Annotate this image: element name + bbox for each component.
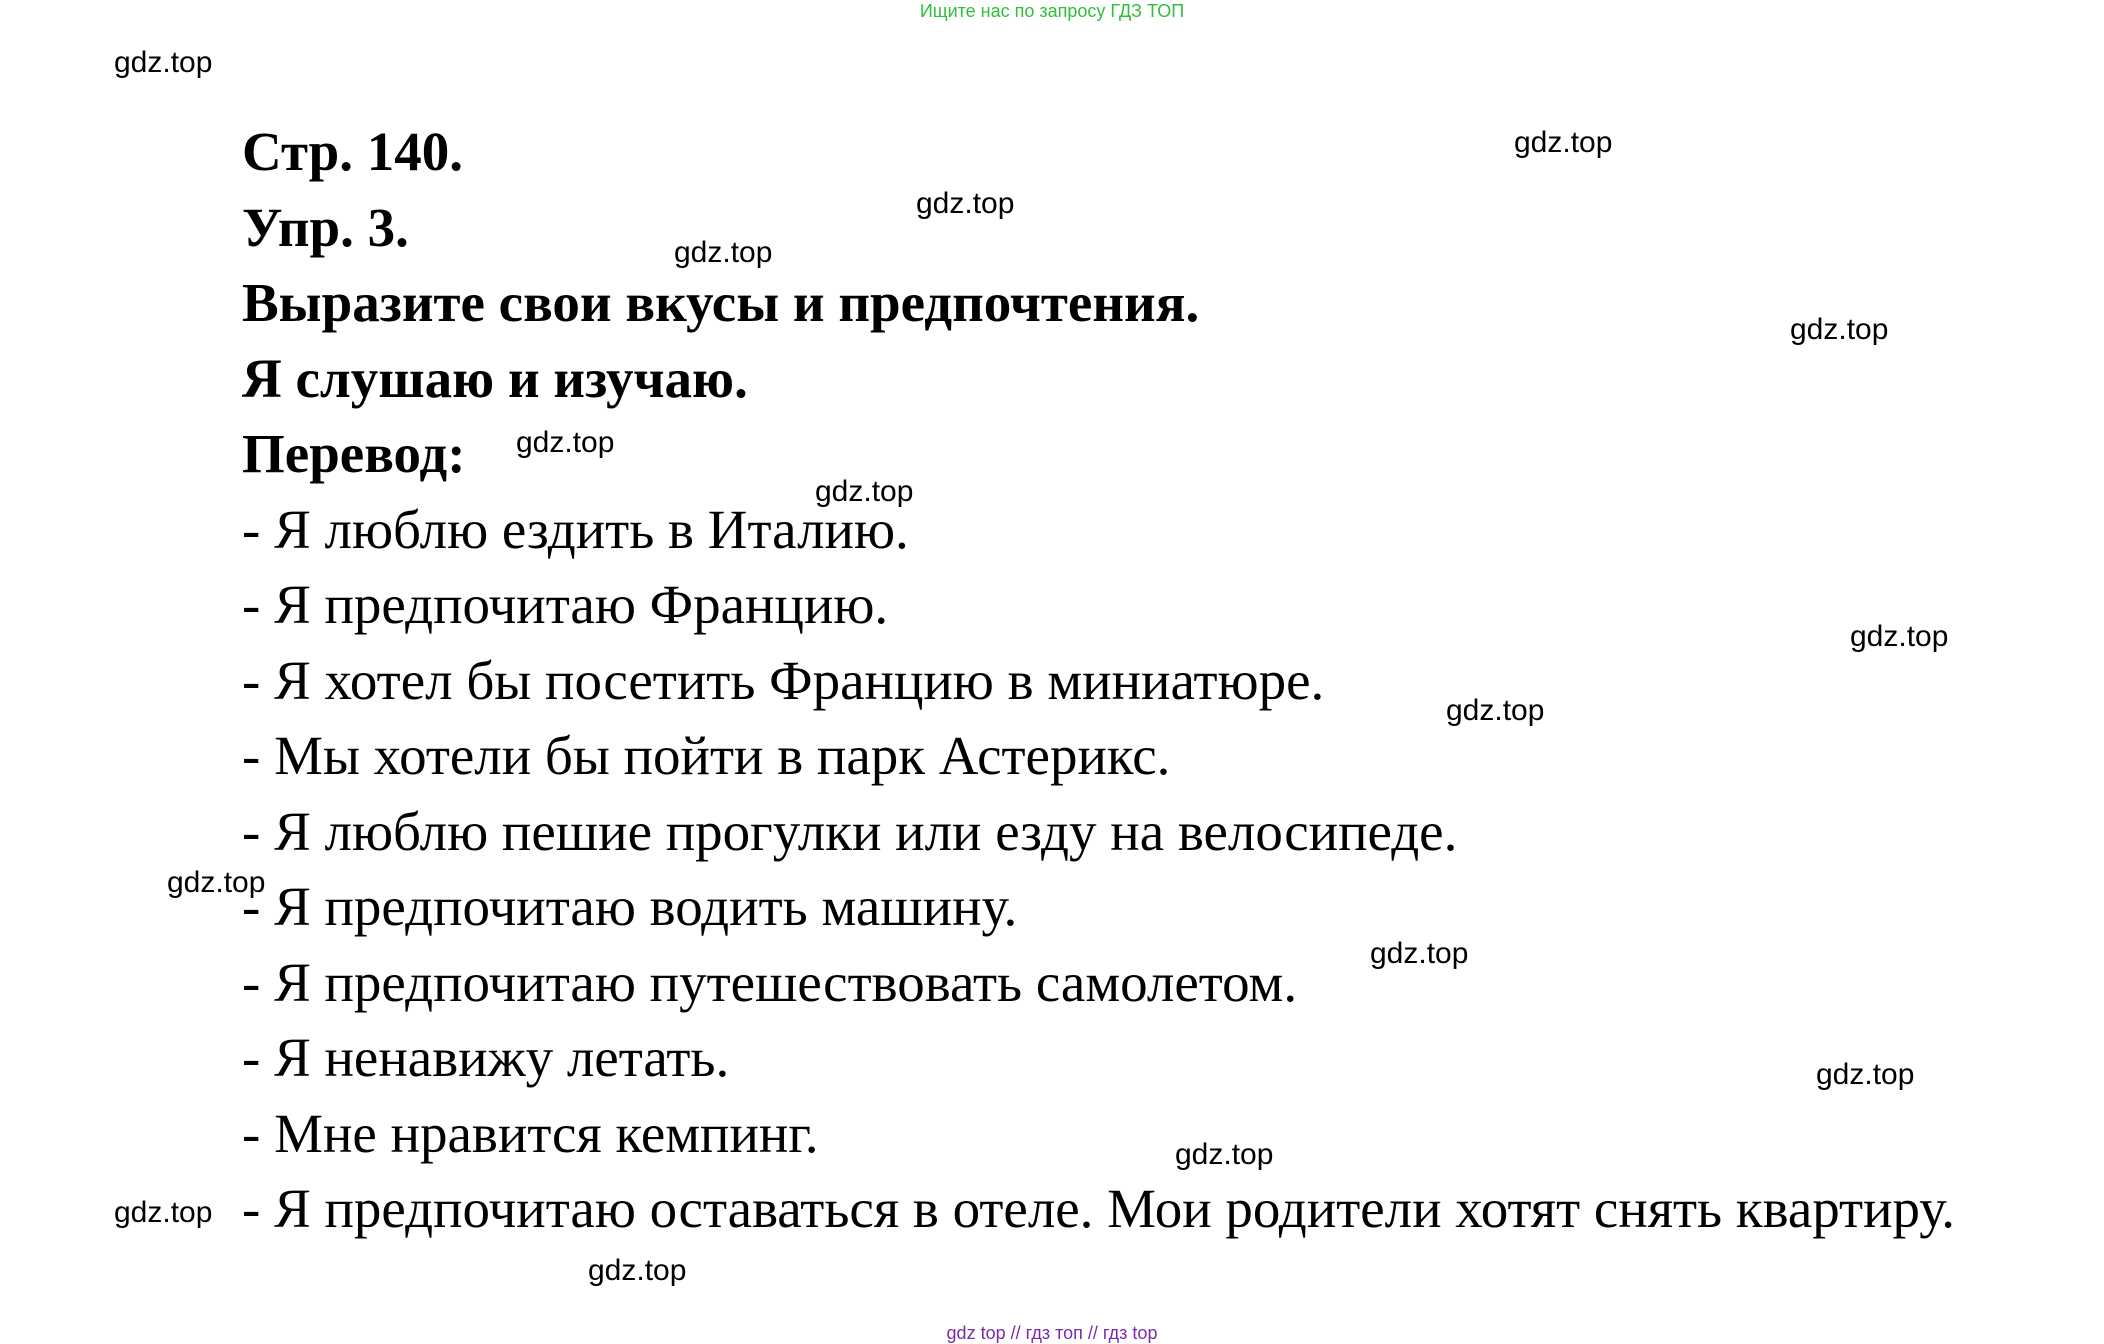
watermark: gdz.top: [674, 236, 773, 269]
watermark: gdz.top: [1850, 620, 1949, 653]
translation-line: - Я предпочитаю путешествовать самолетом.: [242, 951, 1298, 1013]
translation-line: - Мне нравится кемпинг.: [242, 1102, 819, 1164]
translation-line: - Я предпочитаю водить машину.: [242, 876, 1018, 937]
watermark: gdz.top: [1514, 126, 1613, 159]
watermark: gdz.top: [1370, 937, 1469, 970]
translation-line: - Я люблю пешие прогулки или езду на велосипеде.: [242, 800, 1458, 862]
watermark: gdz.top: [114, 1196, 213, 1229]
translation-line: - Я предпочитаю оставаться в отеле. Мои родители хотят снять квартиру.: [242, 1178, 1956, 1239]
watermark: gdz.top: [516, 426, 615, 459]
page-number-heading: Стр. 140.: [242, 121, 464, 182]
subtitle-heading: Я слушаю и изучаю.: [242, 347, 748, 409]
watermark: gdz.top: [1446, 694, 1545, 727]
translation-label: Перевод:: [242, 423, 466, 484]
translation-line: - Я предпочитаю Францию.: [242, 574, 889, 635]
watermark: gdz.top: [815, 475, 914, 508]
watermark: gdz.top: [167, 866, 266, 899]
translation-line: - Мы хотели бы пойти в парк Астерикс.: [242, 725, 1171, 786]
exercise-number-heading: Упр. 3.: [242, 196, 409, 258]
translation-line: - Я хотел бы посетить Францию в миниатюре.: [242, 649, 1325, 711]
translation-line: - Я ненавижу летать.: [242, 1027, 730, 1088]
bottom-banner: gdz top // гдз топ // гдз top: [946, 1323, 1158, 1343]
watermark: gdz.top: [1790, 313, 1889, 346]
top-banner: Ищите нас по запросу ГДЗ ТОП: [919, 1, 1185, 21]
task-heading: Выразите свои вкусы и предпочтения.: [242, 272, 1200, 333]
watermark: gdz.top: [1175, 1138, 1274, 1171]
document-content: [242, 114, 2092, 1247]
watermark: gdz.top: [114, 46, 213, 79]
watermark: gdz.top: [916, 187, 1015, 220]
watermark: gdz.top: [1816, 1058, 1915, 1091]
translation-line: - Я люблю ездить в Италию.: [242, 498, 909, 560]
watermark: gdz.top: [588, 1254, 687, 1287]
